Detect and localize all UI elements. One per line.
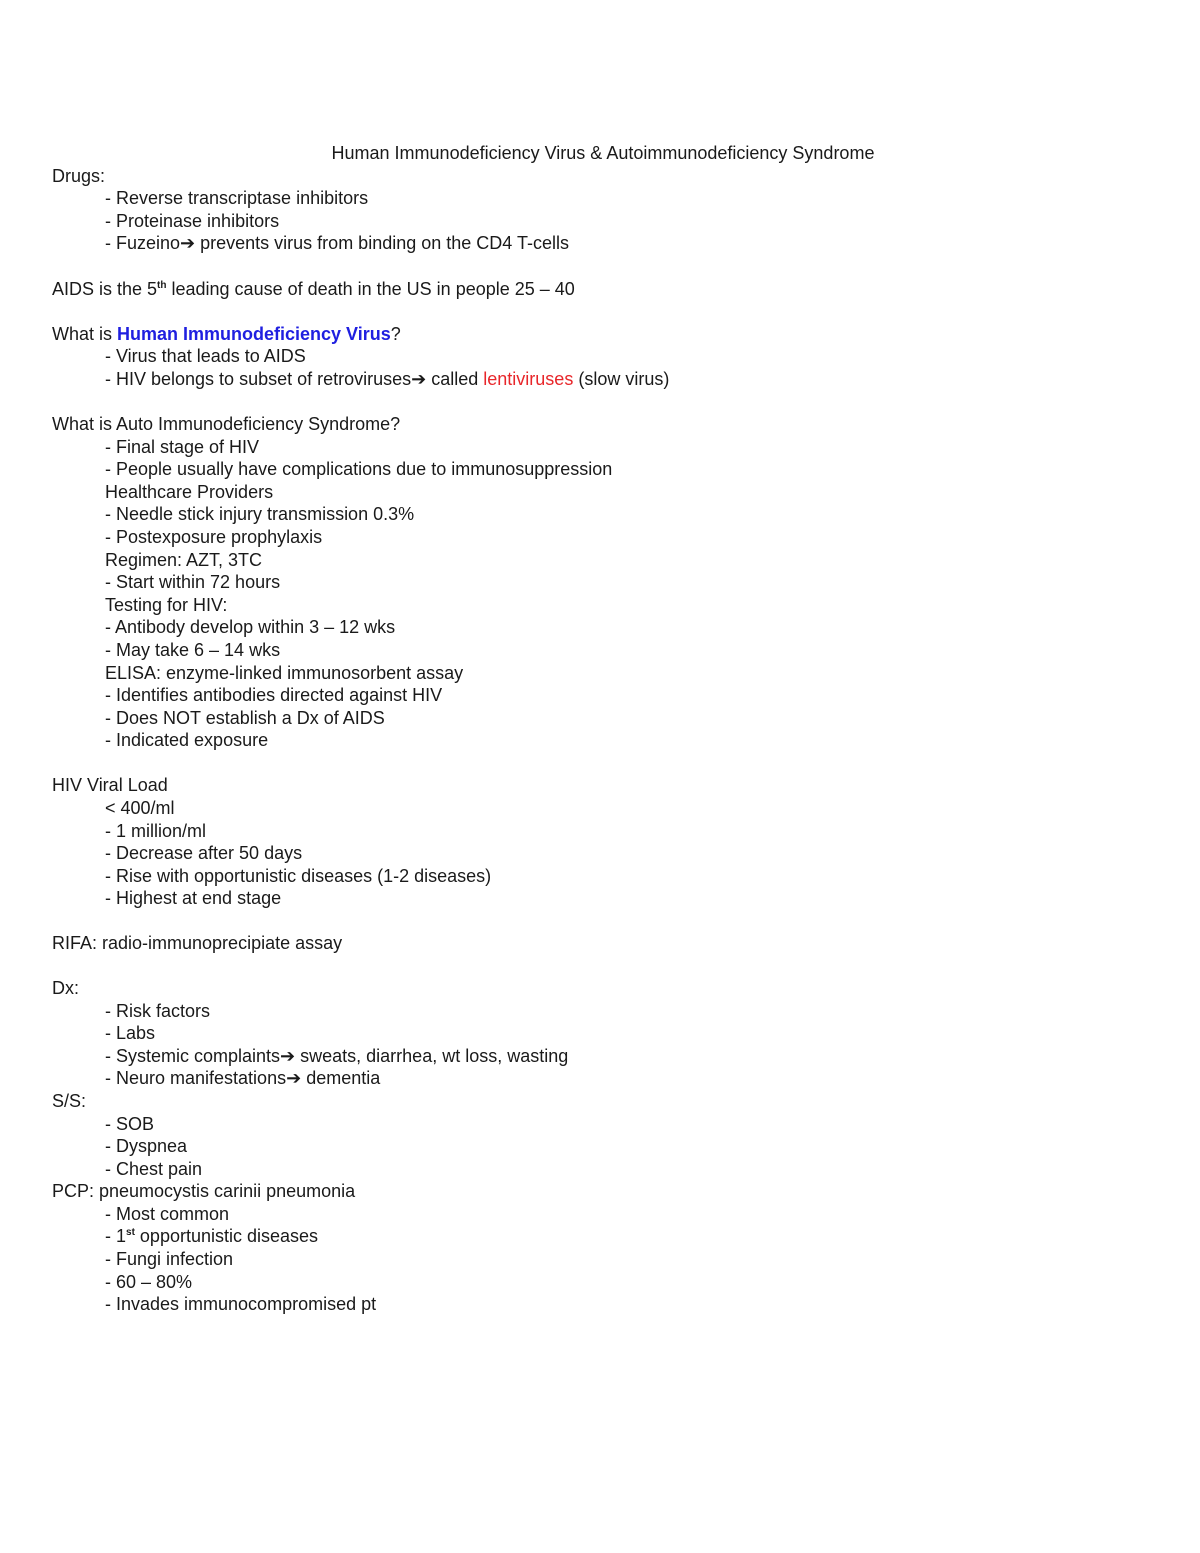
page-title: Human Immunodeficiency Virus & Autoimmunodeficiency Syndrome	[331, 143, 875, 163]
pcp-first-rest: opportunistic diseases	[134, 1226, 319, 1246]
dx-item-systemic	[105, 1045, 568, 1067]
aids-subheading: ELISA: enzyme-linked immunosorbent assay	[105, 663, 464, 683]
lentiviruses-highlight: lentiviruses	[483, 369, 574, 389]
aids-subheading: Healthcare Providers	[105, 482, 274, 502]
arrow-icon: ➔	[411, 369, 427, 389]
ordinal-suffix: st	[126, 1227, 135, 1238]
arrow-icon: ➔	[286, 1068, 302, 1088]
fuzeino-description: prevents virus from binding on the CD4 T-cells	[195, 233, 569, 253]
aids-subheading: Regimen: AZT, 3TC	[105, 550, 263, 570]
aids-subheading: Testing for HIV:	[105, 595, 228, 615]
ss-heading: S/S:	[52, 1091, 87, 1111]
aids-item: - Identifies antibodies directed against HIV	[105, 685, 443, 705]
hiv-item: - Virus that leads to AIDS	[105, 346, 306, 366]
drugs-heading: Drugs:	[52, 166, 106, 186]
systemic-label: - Systemic complaints	[105, 1046, 281, 1066]
hiv-question	[52, 323, 401, 345]
arrow-icon: ➔	[280, 1046, 296, 1066]
dx-item: - Labs	[105, 1023, 156, 1043]
aids-item: - Final stage of HIV	[105, 437, 260, 457]
hiv-item-retrovirus	[105, 368, 669, 390]
aids-statistic	[52, 278, 575, 300]
ordinal-suffix: th	[157, 280, 167, 291]
drugs-item-fuzeino	[105, 232, 569, 254]
dx-item-neuro	[105, 1067, 380, 1089]
viral-load-item: - Rise with opportunistic diseases (1-2 diseases)	[105, 866, 492, 886]
aids-item: - May take 6 – 14 wks	[105, 640, 281, 660]
ss-item: - Chest pain	[105, 1159, 203, 1179]
retrovirus-text: - HIV belongs to subset of retroviruses	[105, 369, 412, 389]
ss-item: - Dyspnea	[105, 1136, 188, 1156]
systemic-description: sweats, diarrhea, wt loss, wasting	[295, 1046, 569, 1066]
aids-item: - Postexposure prophylaxis	[105, 527, 323, 547]
aids-stat-prefix: AIDS is the 5	[52, 279, 158, 299]
arrow-icon: ➔	[180, 233, 196, 253]
dx-item: - Risk factors	[105, 1001, 211, 1021]
aids-item: - Start within 72 hours	[105, 572, 281, 592]
pcp-item: - Most common	[105, 1204, 230, 1224]
aids-item: - Needle stick injury transmission 0.3%	[105, 504, 415, 524]
aids-item: - People usually have complications due to immunosuppression	[105, 459, 613, 479]
hiv-question-suffix: ?	[390, 324, 401, 344]
aids-heading: What is Auto Immunodeficiency Syndrome?	[52, 414, 401, 434]
aids-item: - Indicated exposure	[105, 730, 269, 750]
pcp-item-first	[105, 1225, 318, 1247]
drugs-item: - Proteinase inhibitors	[105, 211, 280, 231]
neuro-label: - Neuro manifestations	[105, 1068, 287, 1088]
pcp-item: - 60 – 80%	[105, 1272, 193, 1292]
dx-heading: Dx:	[52, 978, 79, 998]
viral-load-item: - Highest at end stage	[105, 888, 282, 908]
aids-stat-rest: leading cause of death in the US in people 25 – 40	[166, 279, 575, 299]
pcp-heading: PCP: pneumocystis carinii pneumonia	[52, 1181, 356, 1201]
ss-item: - SOB	[105, 1114, 155, 1134]
hiv-highlight: Human Immunodeficiency Virus	[117, 324, 391, 344]
pcp-first-prefix: - 1	[105, 1226, 127, 1246]
pcp-item: - Fungi infection	[105, 1249, 234, 1269]
viral-load-item: < 400/ml	[105, 798, 175, 818]
viral-load-item: - Decrease after 50 days	[105, 843, 303, 863]
drugs-item: - Reverse transcriptase inhibitors	[105, 188, 369, 208]
viral-load-item: - 1 million/ml	[105, 821, 207, 841]
called-text: called	[426, 369, 484, 389]
hiv-question-prefix: What is	[52, 324, 118, 344]
aids-item: - Does NOT establish a Dx of AIDS	[105, 708, 385, 728]
pcp-item: - Invades immunocompromised pt	[105, 1294, 377, 1314]
neuro-description: dementia	[301, 1068, 381, 1088]
slow-virus-text: (slow virus)	[573, 369, 670, 389]
rifa-line: RIFA: radio-immunoprecipiate assay	[52, 933, 343, 953]
aids-item: - Antibody develop within 3 – 12 wks	[105, 617, 396, 637]
viral-load-heading: HIV Viral Load	[52, 775, 168, 795]
fuzeino-label: - Fuzeino	[105, 233, 181, 253]
